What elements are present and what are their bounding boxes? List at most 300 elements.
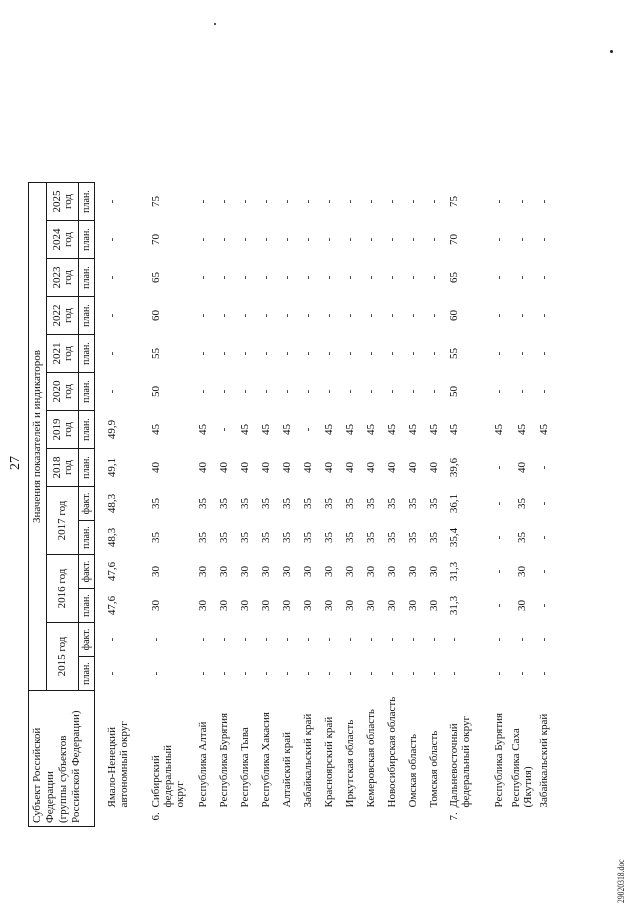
document-code: 29020318.doc: [616, 859, 626, 903]
value-cell: -: [218, 671, 230, 676]
value-cell: 30: [515, 566, 528, 577]
value-cell: -: [281, 199, 293, 204]
value-type-header: факт.: [79, 555, 95, 589]
value-cell: -: [323, 351, 335, 356]
value-cell: 60: [447, 310, 460, 321]
value-cell: -: [538, 351, 550, 356]
value-cell: -: [407, 351, 419, 356]
year-header-line: год: [61, 345, 74, 362]
value-cell: 35: [302, 532, 314, 543]
value-cell: -: [218, 237, 230, 242]
value-cell: -: [344, 237, 356, 242]
subject-name-line: Кемеровская область: [365, 709, 377, 808]
value-cell: -: [344, 313, 356, 318]
value-cell: -: [323, 637, 335, 642]
value-cell: -: [365, 237, 377, 242]
value-cell: 35: [302, 498, 314, 509]
value-cell: 45: [197, 424, 209, 435]
value-type-header: факт.: [79, 487, 95, 521]
year-header-line: 2023: [50, 266, 63, 289]
value-cell: 75: [149, 196, 162, 207]
value-cell: -: [428, 389, 440, 394]
table-row: [103, 183, 147, 827]
value-cell: 35: [323, 498, 335, 509]
subject-name: [534, 691, 555, 811]
value-cell: -: [407, 637, 419, 642]
subject-name: [424, 691, 445, 811]
value-cell: -: [493, 275, 505, 280]
value-cell: 30: [407, 566, 419, 577]
value-cell: -: [538, 637, 550, 642]
value-cell: 30: [515, 600, 528, 611]
subject-name-line: Дальневосточный: [447, 723, 460, 808]
year-header-line: год: [61, 231, 74, 248]
value-cell: 30: [281, 600, 293, 611]
value-cell: 40: [281, 462, 293, 473]
value-cell: 35: [407, 532, 419, 543]
value-cell: -: [447, 671, 460, 676]
value-cell: -: [239, 671, 251, 676]
year-header: [47, 297, 79, 335]
value-cell: -: [493, 237, 505, 242]
value-cell: -: [515, 275, 528, 280]
subject-name-line: Республика Хакасия: [260, 712, 272, 808]
value-cell: 31,3: [447, 561, 460, 582]
value-cell: 65: [149, 272, 162, 283]
table-row: [319, 183, 340, 827]
year-header-line: год: [61, 421, 74, 438]
row-number: [382, 811, 403, 827]
value-cell: 35: [239, 532, 251, 543]
subject-name-line: Республика Алтай: [197, 721, 209, 808]
value-cell: 30: [149, 566, 162, 577]
table-row: [403, 183, 424, 827]
value-cell: 39,6: [447, 457, 460, 478]
year-header-line: год: [61, 383, 74, 400]
value-cell: -: [515, 313, 528, 318]
value-cell: -: [239, 637, 251, 642]
value-cell: -: [493, 465, 505, 470]
row-number: [235, 811, 256, 827]
value-type-header: план.: [79, 183, 95, 221]
value-cell: 35: [197, 532, 209, 543]
value-cell: 70: [447, 234, 460, 245]
value-cell: 30: [218, 566, 230, 577]
value-cell: 40: [149, 462, 162, 473]
value-cell: -: [105, 313, 118, 318]
value-cell: -: [218, 275, 230, 280]
value-cell: -: [260, 389, 272, 394]
value-cell: -: [386, 389, 398, 394]
value-cell: -: [281, 671, 293, 676]
value-cell: 48,3: [105, 493, 118, 514]
year-header: [47, 411, 79, 449]
value-cell: -: [428, 275, 440, 280]
value-cell: 45: [386, 424, 398, 435]
value-cell: -: [197, 671, 209, 676]
value-cell: -: [323, 389, 335, 394]
value-cell: -: [281, 237, 293, 242]
subject-name: [147, 691, 193, 811]
value-cell: -: [197, 637, 209, 642]
subject-name: [403, 691, 424, 811]
value-cell: -: [105, 275, 118, 280]
value-cell: 40: [428, 462, 440, 473]
value-cell: -: [447, 637, 460, 642]
subject-column-header: [29, 691, 95, 827]
table-row: [147, 183, 193, 827]
value-cell: -: [515, 237, 528, 242]
subject-name-line: Забайкальский край: [538, 713, 550, 808]
value-cell: 30: [281, 566, 293, 577]
value-cell: -: [428, 351, 440, 356]
value-cell: -: [302, 427, 314, 432]
value-cell: -: [538, 313, 550, 318]
value-cell: 35: [281, 498, 293, 509]
value-cell: -: [386, 275, 398, 280]
value-cell: 35: [515, 532, 528, 543]
value-cell: 30: [218, 600, 230, 611]
row-number: [340, 811, 361, 827]
value-cell: -: [239, 237, 251, 242]
value-cell: 40: [239, 462, 251, 473]
value-cell: -: [365, 313, 377, 318]
value-cell: -: [407, 237, 419, 242]
value-cell: 45: [365, 424, 377, 435]
value-cell: -: [386, 351, 398, 356]
subject-header-line: (группы субъектов: [57, 735, 69, 823]
value-cell: 45: [344, 424, 356, 435]
subject-name-line: Красноярский край: [323, 716, 335, 808]
value-type-header: план.: [79, 297, 95, 335]
value-cell: 30: [344, 566, 356, 577]
value-cell: -: [105, 389, 118, 394]
subject-name-line: Омская область: [407, 733, 419, 808]
value-cell: -: [218, 637, 230, 642]
value-cell: 30: [149, 600, 162, 611]
subject-name: [298, 691, 319, 811]
subject-name-line: Забайкальский край: [302, 713, 314, 808]
table-row: [256, 183, 277, 827]
value-cell: 30: [386, 566, 398, 577]
value-cell: -: [344, 199, 356, 204]
table-row: [214, 183, 235, 827]
value-type-header: план.: [79, 373, 95, 411]
value-cell: -: [365, 199, 377, 204]
year-header-line: год: [61, 193, 74, 210]
value-cell: 45: [447, 424, 460, 435]
value-cell: -: [386, 313, 398, 318]
year-header-line: 2020: [50, 380, 63, 403]
year-header: 2016 год: [47, 555, 79, 623]
table-row: [235, 183, 256, 827]
value-cell: -: [197, 199, 209, 204]
value-type-header: факт.: [79, 623, 95, 657]
value-cell: -: [538, 389, 550, 394]
value-type-header: план.: [79, 657, 95, 691]
subject-name: [340, 691, 361, 811]
row-number: [103, 811, 147, 827]
value-cell: 40: [323, 462, 335, 473]
value-cell: 35: [515, 498, 528, 509]
subject-name-line: федеральный округ: [459, 716, 472, 808]
value-cell: -: [218, 389, 230, 394]
year-header-line: 2025: [50, 190, 63, 213]
year-header-line: год: [61, 307, 74, 324]
value-cell: 30: [428, 566, 440, 577]
value-cell: -: [386, 199, 398, 204]
subject-name-line: округ: [173, 781, 186, 808]
value-cell: 40: [218, 462, 230, 473]
value-cell: 75: [447, 196, 460, 207]
value-cell: 45: [515, 424, 528, 435]
value-cell: 35: [281, 532, 293, 543]
value-cell: -: [281, 351, 293, 356]
value-cell: 35: [149, 532, 162, 543]
value-cell: -: [407, 671, 419, 676]
value-cell: 45: [428, 424, 440, 435]
value-cell: -: [407, 389, 419, 394]
value-cell: 40: [365, 462, 377, 473]
table-row: [340, 183, 361, 827]
value-cell: 45: [239, 424, 251, 435]
value-cell: 55: [447, 348, 460, 359]
value-cell: -: [538, 603, 550, 608]
subject-name: [319, 691, 340, 811]
row-number: [298, 811, 319, 827]
year-header-line: 2018: [50, 456, 63, 479]
value-cell: 35: [344, 498, 356, 509]
value-cell: -: [365, 637, 377, 642]
value-cell: -: [428, 671, 440, 676]
subject-name-line: Республика Саха (Якутия): [509, 728, 534, 808]
value-cell: 45: [407, 424, 419, 435]
value-cell: 31,3: [447, 595, 460, 616]
value-cell: -: [344, 275, 356, 280]
row-number: 7.: [447, 812, 460, 821]
subject-name-line: Республика Тыва: [239, 727, 251, 808]
value-cell: -: [538, 501, 550, 506]
value-cell: 47,6: [105, 561, 118, 582]
row-number: [214, 811, 235, 827]
indicators-title: Значения показателей и индикаторов: [29, 183, 47, 691]
value-cell: -: [493, 671, 505, 676]
table-spacer: [95, 183, 103, 827]
value-cell: -: [538, 199, 550, 204]
year-header: [47, 373, 79, 411]
subject-header-line: Российской Федерации): [70, 710, 82, 823]
value-cell: 49,1: [105, 457, 118, 478]
value-type-header: план.: [79, 521, 95, 555]
value-cell: 40: [515, 462, 528, 473]
row-number: [489, 811, 510, 827]
subject-name-line: Томская область: [428, 730, 440, 808]
value-cell: -: [323, 275, 335, 280]
value-cell: -: [281, 275, 293, 280]
value-cell: -: [386, 637, 398, 642]
value-cell: 30: [302, 566, 314, 577]
value-cell: 45: [323, 424, 335, 435]
value-cell: -: [260, 671, 272, 676]
table-row: [277, 183, 298, 827]
subject-name-line: автономный округ: [117, 721, 130, 808]
value-cell: -: [323, 671, 335, 676]
value-cell: 55: [149, 348, 162, 359]
value-cell: -: [239, 351, 251, 356]
subject-name-line: Республика Бурятия: [493, 712, 505, 808]
value-cell: -: [407, 275, 419, 280]
value-cell: -: [218, 199, 230, 204]
table-row: [424, 183, 445, 827]
value-cell: 30: [365, 566, 377, 577]
value-cell: 48,3: [105, 527, 118, 548]
value-cell: -: [302, 637, 314, 642]
subject-name: [489, 691, 510, 811]
value-type-header: план.: [79, 449, 95, 487]
value-cell: -: [407, 199, 419, 204]
value-cell: 45: [260, 424, 272, 435]
value-cell: 30: [323, 600, 335, 611]
subject-name: [235, 691, 256, 811]
value-cell: 45: [538, 424, 550, 435]
value-cell: -: [538, 275, 550, 280]
value-cell: -: [386, 671, 398, 676]
value-cell: 30: [239, 600, 251, 611]
value-type-header: план.: [79, 589, 95, 623]
value-cell: -: [197, 313, 209, 318]
row-number: [424, 811, 445, 827]
value-cell: -: [515, 351, 528, 356]
value-cell: -: [428, 237, 440, 242]
value-cell: -: [323, 237, 335, 242]
value-cell: 40: [197, 462, 209, 473]
value-cell: -: [428, 313, 440, 318]
value-cell: 30: [428, 600, 440, 611]
value-cell: 40: [302, 462, 314, 473]
value-cell: -: [515, 671, 528, 676]
value-cell: 47,6: [105, 595, 118, 616]
row-number: [277, 811, 298, 827]
year-header-line: год: [61, 459, 74, 476]
year-header-line: 2024: [50, 228, 63, 251]
value-cell: 30: [260, 600, 272, 611]
row-number: [319, 811, 340, 827]
subject-name-line: Иркутская область: [344, 719, 356, 808]
subject-name-line: Алтайский край: [281, 731, 293, 808]
year-header-line: 2022: [50, 304, 63, 327]
row-number: [193, 811, 214, 827]
year-header: [47, 335, 79, 373]
value-cell: 45: [493, 424, 505, 435]
subject-name-line: Ямало-Ненецкий: [105, 727, 118, 808]
table-row: [298, 183, 319, 827]
value-cell: -: [197, 237, 209, 242]
value-cell: -: [538, 671, 550, 676]
value-cell: -: [538, 535, 550, 540]
value-cell: 30: [365, 600, 377, 611]
value-cell: -: [239, 275, 251, 280]
value-cell: -: [197, 351, 209, 356]
value-cell: -: [538, 237, 550, 242]
value-cell: -: [365, 275, 377, 280]
subject-name: [103, 691, 147, 811]
value-cell: -: [302, 313, 314, 318]
subject-header-line: Субъект Российской Федерации: [31, 727, 56, 823]
table-row: [382, 183, 403, 827]
value-type-header: план.: [79, 259, 95, 297]
value-cell: -: [344, 389, 356, 394]
scan-speck: [610, 50, 613, 53]
subject-name-line: Сибирский федеральный: [149, 745, 174, 808]
value-cell: -: [302, 237, 314, 242]
year-header: [47, 221, 79, 259]
value-cell: -: [302, 275, 314, 280]
row-number: [510, 811, 534, 827]
value-cell: -: [239, 199, 251, 204]
value-cell: -: [197, 389, 209, 394]
value-cell: -: [515, 389, 528, 394]
value-cell: -: [260, 275, 272, 280]
value-cell: -: [407, 313, 419, 318]
subject-name: [214, 691, 235, 811]
value-cell: 35: [344, 532, 356, 543]
value-cell: 30: [260, 566, 272, 577]
value-cell: -: [105, 671, 118, 676]
value-cell: 30: [386, 600, 398, 611]
value-cell: -: [260, 313, 272, 318]
table-row: [510, 183, 534, 827]
subject-name: [277, 691, 298, 811]
value-cell: 30: [344, 600, 356, 611]
value-cell: -: [218, 427, 230, 432]
table-row: [445, 183, 489, 827]
value-cell: -: [260, 351, 272, 356]
table-row: [193, 183, 214, 827]
value-cell: -: [260, 199, 272, 204]
scan-speck: [214, 23, 216, 25]
value-cell: 30: [239, 566, 251, 577]
value-cell: -: [105, 637, 118, 642]
subject-name: [382, 691, 403, 811]
year-header-line: 2021: [50, 342, 63, 365]
subject-name: [510, 691, 534, 811]
value-cell: 35: [149, 498, 162, 509]
value-cell: 35: [239, 498, 251, 509]
value-cell: -: [218, 313, 230, 318]
row-number: [403, 811, 424, 827]
value-cell: 35: [386, 498, 398, 509]
value-cell: -: [218, 351, 230, 356]
row-number: 6.: [149, 812, 162, 821]
value-cell: -: [281, 389, 293, 394]
value-cell: 50: [447, 386, 460, 397]
value-cell: 40: [407, 462, 419, 473]
value-cell: -: [493, 501, 505, 506]
value-cell: 30: [323, 566, 335, 577]
value-cell: 35: [386, 532, 398, 543]
value-cell: -: [493, 351, 505, 356]
value-cell: -: [365, 671, 377, 676]
value-cell: 40: [344, 462, 356, 473]
value-cell: 35: [218, 498, 230, 509]
value-cell: 30: [197, 600, 209, 611]
value-cell: 45: [149, 424, 162, 435]
value-cell: -: [239, 313, 251, 318]
value-cell: 30: [407, 600, 419, 611]
value-cell: 35: [365, 532, 377, 543]
value-cell: 35: [428, 532, 440, 543]
value-cell: 35: [407, 498, 419, 509]
